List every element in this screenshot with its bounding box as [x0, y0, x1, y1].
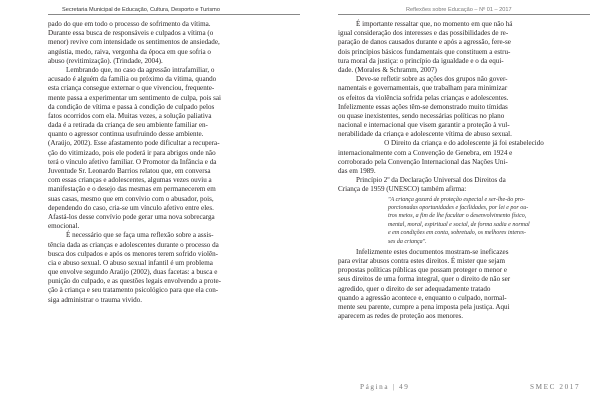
text-line: dependendo do caso, cria-se um vínculo afetivo entre eles.	[48, 203, 214, 212]
text-line: internacionalmente com a Convenção de Genebra, em 1924 e	[338, 148, 513, 157]
text-line: É importante ressaltar que, no momento em que não há	[356, 20, 513, 28]
text-line: dade. (Morales & Schramm, 2007)	[338, 65, 437, 74]
text-line: busca dos culpados e após os menores terem sofrido violên-	[48, 249, 219, 258]
text-line: nacional e internacional que visem garantir a proteção à vul-	[338, 121, 510, 130]
text-line: dois princípios básicos fundamentais que constituem a estru-	[338, 47, 511, 56]
text-line: quando a agressão acontece e, enquanto o culpado, normal-	[338, 293, 507, 302]
page-number: Página | 49	[360, 383, 410, 391]
text-line: Infelizmente estes documentos mostram-se ineficazes	[356, 247, 509, 256]
header-rule-right	[338, 14, 590, 15]
text-line: Afastá-los desse convívio pode gerar uma nova sobrecarga	[48, 212, 215, 221]
text-line: propostas políticas públicas que possam proteger o menor e	[338, 266, 508, 275]
quote-line: tros meios, a fim de lhe facultar o desenvolvimento físico,	[388, 213, 527, 220]
quote-line: ses da criança".	[388, 238, 427, 245]
text-line: ção do vitimizado, pois ele poderá ir para abrigos onde não	[48, 148, 216, 157]
text-line: abuso (revitimização). (Trindade, 2004).	[48, 56, 163, 65]
text-line: menor) revive com intensidade os sentimentos de ansiedade,	[48, 38, 220, 47]
quote-line: porcionadas oportunidades e facilidades, por lei e por ou-	[388, 204, 529, 211]
left-text-column	[48, 20, 300, 305]
text-line: mente passa a experimentar um sentimento de culpa, pois sai	[48, 93, 221, 102]
text-line: dada é a retirada da criança de seu ambiente familiar en-	[48, 121, 208, 130]
text-line: que envolve segundo Araújo (2002), duas facetas: a busca e	[48, 268, 218, 277]
text-line: ção à criança e seu tratamento psicológico para que ela con-	[48, 286, 219, 295]
text-line: ou quase inexistentes, sendo necessárias políticas no plano	[338, 111, 505, 120]
text-line: manifestação e o desejo das mesmas em permanecerem em	[48, 185, 216, 194]
header-rule-left	[48, 14, 300, 15]
text-line: suas casas, mesmo que em convívio com o abusador, pois,	[48, 194, 214, 203]
text-line: das em 1989.	[338, 167, 376, 175]
text-line: paração de danos causados durante e após a agressão, fere-se	[338, 38, 511, 47]
running-header-left: Secretaria Municipal de Educação, Cultura, Desporto e Turismo	[62, 7, 220, 13]
text-line: Criança de 1959 (UNESCO) também afirma:	[338, 185, 467, 194]
text-line: agredido, quer o direito de ser adequadamente tratado	[338, 284, 491, 293]
running-header-right: Reflexões sobre Educação – Nº 01 – 2017	[406, 7, 512, 13]
text-line: quanto o agressor continua usufruindo desse ambiente.	[48, 130, 204, 139]
text-line: acusado é alguém da família ou próximo da vítima, quando	[48, 75, 217, 84]
text-line: Juventude Sr. Leonardo Barrios relatou que, em conversa	[48, 167, 211, 175]
publication-footer: SMEC 2017	[530, 383, 581, 391]
text-line: esta criança consegue externar o que vivenciou, frequente-	[48, 84, 215, 93]
text-line: terá o vínculo afetivo familiar. O Promotor da Infância e da	[48, 157, 217, 166]
text-line: O Direito da criança e do adolescente já foi estabelecido	[384, 139, 544, 148]
text-line: tência dada as crianças e adolescentes durante o processo da	[48, 240, 219, 249]
text-line: tura moral da justiça: o princípio da igualdade e o da equi-	[338, 56, 504, 65]
text-line: aparecem as redes de proteção aos menores.	[338, 312, 464, 321]
text-line: fatos ocorridos com ela. Muitas vezes, a solução paliativa	[48, 111, 212, 120]
text-line: Princípio 2º da Declaração Universal dos Direitos da	[356, 176, 506, 185]
text-line: com essas crianças e adolescentes, algumas vezes ouviu a	[48, 176, 212, 185]
text-line: da condição de vítima e passa à condição de culpado pelos	[48, 102, 215, 111]
quote-line: "A criança gozará de proteção especial e ser-lhe-ão pro-	[388, 196, 525, 203]
text-line: É necessário que se faça uma reflexão sobre a assis-	[66, 231, 214, 240]
block-quote	[388, 196, 588, 246]
text-line: Deve-se refletir sobre as ações dos grupos não gover-	[356, 75, 508, 84]
text-line: igual consideração dos interesses e das possibilidades de re-	[338, 29, 509, 38]
text-line: para evitar abusos contra estes direitos. É mister que sejam	[338, 257, 506, 266]
text-line: siga administrar o trauma vivido.	[48, 295, 142, 304]
text-line: Lembrando que, no caso da agressão intrafamiliar, o	[66, 65, 215, 74]
text-line: cia e abuso sexual. O abuso sexual infantil é um problema	[48, 258, 213, 267]
text-line: Infelizmente essas ações têm-se demonstrado muito tímidas	[338, 102, 508, 111]
text-line: Durante essa busca de responsáveis e culpados a vítima (o	[48, 29, 214, 38]
right-text-column	[338, 20, 590, 321]
text-line: pado do que em todo o processo de sofrimento da vítima.	[48, 20, 211, 28]
text-line: mente seu parente, cumpre a pena imposta pela justiça. Aqui	[338, 303, 510, 312]
text-line: corroborado pela Convenção Internacional das Nações Uni-	[338, 157, 508, 166]
text-line: punição do culpado, e as questões legais envolvendo a prote-	[48, 277, 221, 286]
text-line: seus direitos de uma forma integral, quer o direito de não ser	[338, 275, 511, 284]
text-line: os efeitos da violência sofrida pelas crianças e adolescentes.	[338, 93, 509, 102]
quote-line: mental, moral, espiritual e social, de forma sadia e normal	[388, 221, 530, 228]
text-line: emocional.	[48, 222, 80, 231]
text-line: nerabilidade da criança e adolescente vítima de abuso sexual.	[338, 130, 512, 139]
text-line: angústia, medo, raiva, vergonha da época em que sofria o	[48, 47, 211, 56]
text-line: (Araújo, 2002). Esse afastamento pode dificultar a recupera-	[48, 139, 220, 148]
text-line: namentais e governamentais, que trabalham para minimizar	[338, 84, 508, 93]
quote-line: e em condições em conta, sobretudo, os melhores interes-	[388, 230, 526, 237]
